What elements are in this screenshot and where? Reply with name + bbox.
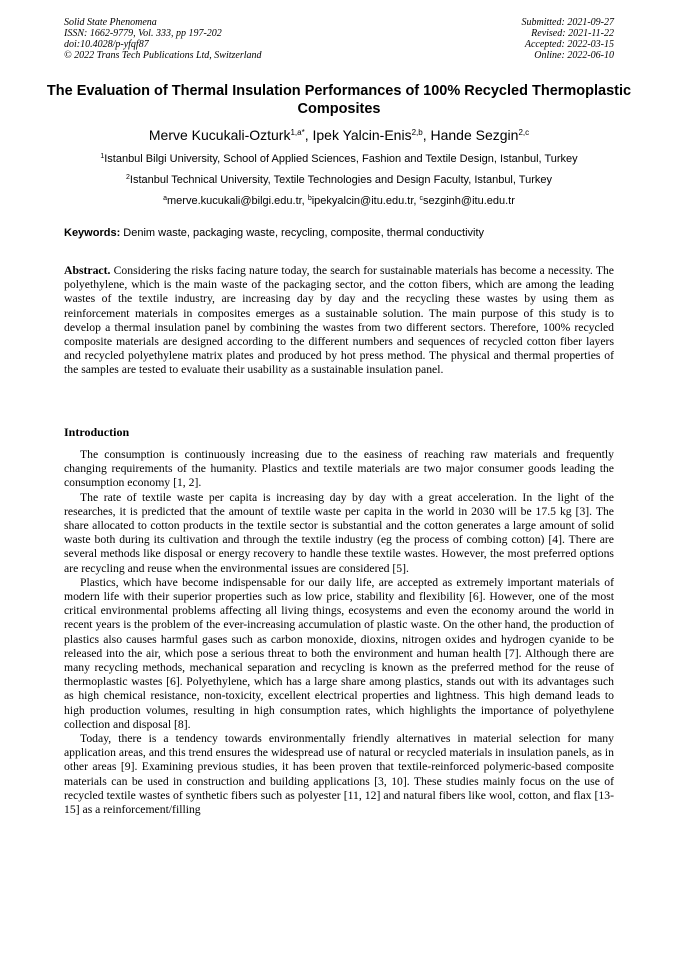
affiliation-1: $^1$Istanbul Bilgi University, School of Applied Sciences, Fashion and Textile Design, Istanbul, Turkey: [100, 153, 578, 165]
submitted-date: Submitted: 2021-09-27: [521, 17, 614, 28]
author-name: Hande Sezgin: [430, 127, 519, 143]
online-date: Online: 2022-06-10: [534, 50, 614, 61]
author-list: Merve Kucukali-Ozturk$^{1,a*}$, Ipek Yalcin-Enis$^{2,b}$, Hande Sezgin$^{2,c}$: [148, 127, 530, 143]
abstract-text: Considering the risks facing nature today, the search for sustainable materials has become a necessity. The polyethylene, which is the main waste of the packaging sector, and the cotton fibers, which are among the leading wastes of the textile industry, are increasing day by day and the recycling these wastes by using them as reinforcement materials in composites emerges as a sustainable solution. The main purpose of this study is to develop a thermal insulation panel by combining the wastes from two different sectors. Therefore, 100% recycled composite materials are designed according to the different numbers and sequences of recycled cotton fiber layers and recycled polyethylene matrix plates and produced by hot press method. The physical and thermal properties of the samples are tested to evaluate their usability as a sustainable insulation panel.: [64, 264, 614, 377]
journal-doi: doi:10.4028/p-yfqf87: [64, 39, 149, 50]
affiliation-2: $^2$Istanbul Technical University, Textile Technologies and Design Faculty, Istanbul, Turkey: [126, 174, 552, 186]
journal-info: [64, 17, 262, 61]
abstract-label: Abstract.: [64, 264, 111, 277]
keywords-text: Denim waste, packaging waste, recycling, composite, thermal conductivity: [120, 227, 485, 239]
accepted-date: Accepted: 2022-03-15: [524, 39, 614, 50]
introduction-body: [64, 448, 614, 817]
dates-info: [522, 17, 615, 61]
abstract: [64, 264, 614, 378]
author-name: Merve Kucukali-Ozturk: [148, 127, 291, 143]
journal-copyright: © 2022 Trans Tech Publications Ltd, Switzerland: [64, 50, 262, 61]
revised-date: Revised: 2021-11-22: [531, 28, 614, 39]
keywords: [64, 227, 484, 240]
paper-title: The Evaluation of Thermal Insulation Performances of 100% Recycled Thermoplastic Composites: [46, 83, 632, 117]
keywords-label: Keywords:: [64, 227, 121, 239]
author-superscript: 1,a*: [290, 128, 305, 137]
author-name: Ipek Yalcin-Enis: [312, 127, 412, 143]
author-superscript: 2,c: [518, 128, 530, 137]
paragraph: The consumption is continuously increasing due to the easiness of reaching raw materials and frequently changing requirements of the humanity. Plastics and textile materials are two major consumer goods leading the consumption economy [1, 2].: [64, 448, 614, 490]
introduction-heading: Introduction: [64, 425, 130, 439]
journal-name: Solid State Phenomena: [64, 17, 157, 28]
author-emails: $^a$merve.kucukali@bilgi.edu.tr, $^b$ipekyalcin@itu.edu.tr, $^c$sezginh@itu.edu.tr: [163, 195, 515, 207]
paragraph: Today, there is a tendency towards environmentally friendly alternatives in material selection for many application areas, and this trend ensures the widespread use of natural or recycled materials in insulation panels, as in other areas [9]. Examining previous studies, it has been proven that textile-reinforced polymeric-based composite materials can be used in construction and building applications [3, 10]. These studies mainly focus on the use of recycled textile wastes of synthetic fibers such as polyester [11, 12] and natural fibers like wool, cotton, and flax [13-15] as a reinforcement/filling: [64, 732, 614, 817]
paragraph: The rate of textile waste per capita is increasing day by day with a great acceleration. In the light of the researches, it is predicted that the amount of textile waste per capita in the world in 2030 will be 17.5 kg [3]. The share allocated to cotton products in the textile sector is substantial and the cotton generates a large amount of solid waste both during its cultivation and through the textile industry (eg the process of combing cotton) [4]. There are several methods like disposal or energy recovery to handle these textile wastes. However, the most preferred options are recycling and reuse when the environmental issues are considered [5].: [64, 490, 614, 575]
paragraph: Plastics, which have become indispensable for our daily life, are accepted as extremely important materials of modern life with their superior properties such as low price, stability and flexibility [6]. However, one of the most critical environmental problems affecting all living things, ecosystems and even the economy around the world in recent years is the problem of the ever-increasing accumulation of plastic waste. On the other hand, the production of plastics also causes harmful gases such as carbon monoxide, dioxins, nitrogen oxides and hydrogen cyanide to be released into the air, which pose a serious threat to both the environment and human health [7]. Although there are many recycling methods, mechanical separation and recycling is known as the preferred method for the reuse of thermoplastic wastes [6]. Polyethylene, which has a large share among plastics, stands out with its advantages such as high chemical resistance, non-toxicity, excellent electrical properties and lightness. This high demand leads to high production volumes, resulting in high consumption rates, which highlights the importance of polyethylene collection and disposal [8].: [64, 575, 614, 731]
journal-issn: ISSN: 1662-9779, Vol. 333, pp 197-202: [64, 28, 222, 39]
author-superscript: 2,b: [411, 128, 423, 137]
